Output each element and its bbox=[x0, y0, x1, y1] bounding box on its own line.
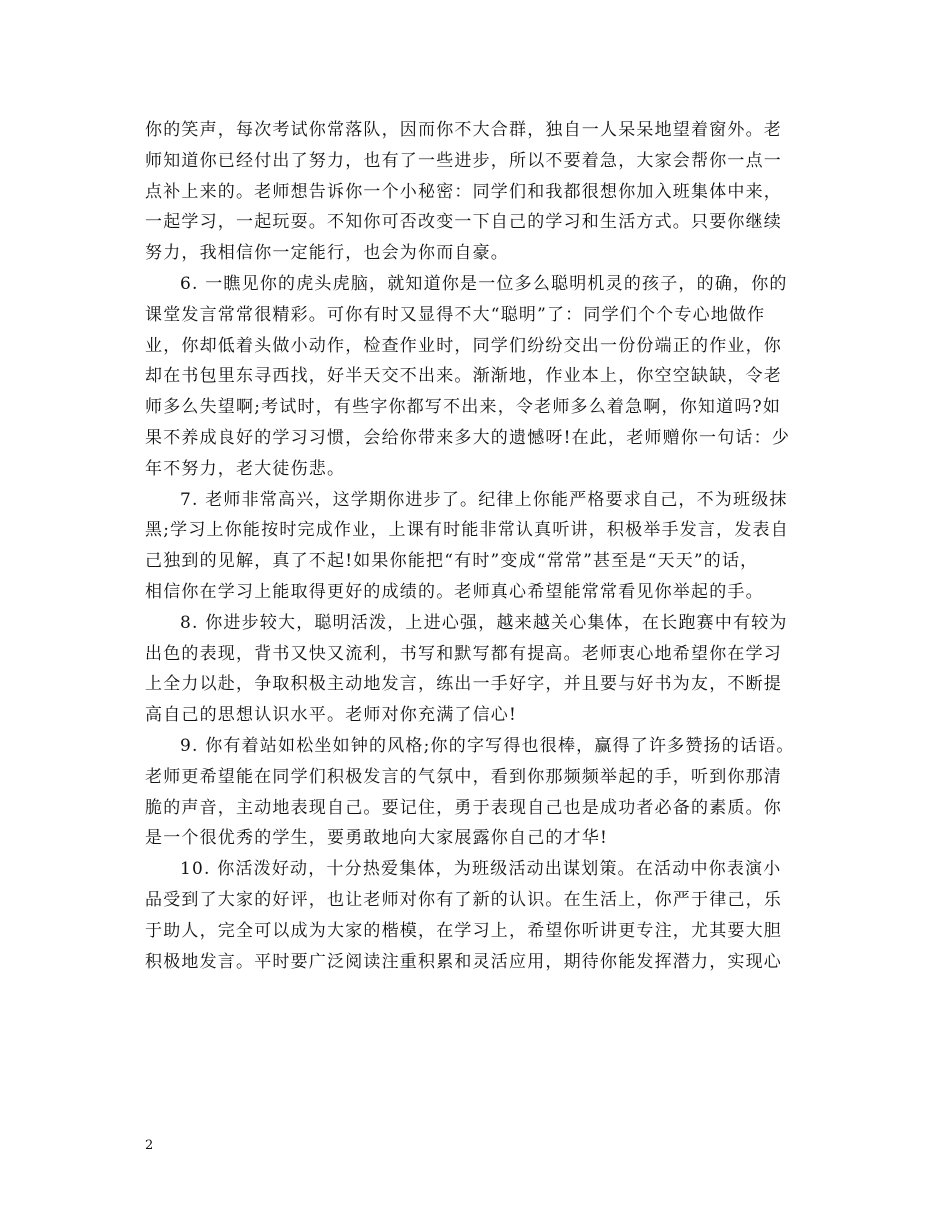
text-line: 10. 你活泼好动，十分热爱集体，为班级活动出谋划策。在活动中你表演小 bbox=[180, 859, 782, 880]
text-line: 却在书包里东寻西找，好半天交不出来。渐渐地，作业本上，你空空缺缺，令老 bbox=[145, 366, 782, 387]
text-line: 出色的表现，背书又快又流利，书写和默写都有提高。老师衷心地希望你在学习 bbox=[145, 643, 782, 664]
text-line: 努力，我相信你一定能行，也会为你而自豪。 bbox=[145, 243, 509, 264]
text-line: 积极地发言。平时要广泛阅读注重积累和灵活应用，期待你能发挥潜力，实现心 bbox=[145, 951, 782, 972]
text-line: 果不养成良好的学习习惯，会给你带来多大的遗憾呀!在此，老师赠你一句话：少 bbox=[145, 427, 791, 448]
text-line: 6. 一瞧见你的虎头虎脑，就知道你是一位多么聪明机灵的孩子，的确，你的 bbox=[180, 273, 788, 294]
text-line: 9. 你有着站如松坐如钟的风格;你的字写得也很棒，赢得了许多赞扬的话语。 bbox=[180, 735, 795, 756]
text-line: 脆的声音，主动地表现自己。要记住，勇于表现自己也是成功者必备的素质。你 bbox=[145, 797, 782, 818]
text-line: 老师更希望能在同学们积极发言的气氛中，看到你那频频举起的手，听到你那清 bbox=[145, 766, 782, 787]
text-line: 点补上来的。老师想告诉你一个小秘密：同学们和我都很想你加入班集体中来， bbox=[145, 181, 782, 202]
text-line: 是一个很优秀的学生，要勇敢地向大家展露你自己的才华! bbox=[145, 828, 609, 849]
text-line: 你的笑声，每次考试你常落队，因而你不大合群，独自一人呆呆地望着窗外。老 bbox=[145, 120, 782, 140]
text-line: 品受到了大家的好评，也让老师对你有了新的认识。在生活上，你严于律己，乐 bbox=[145, 889, 782, 910]
text-line: 8. 你进步较大，聪明活泼，上进心强，越来越关心集体，在长跑赛中有较为 bbox=[180, 612, 788, 633]
document-body bbox=[145, 115, 807, 977]
text-line: 上全力以赴，争取积极主动地发言，练出一手好字，并且要与好书为友，不断提 bbox=[145, 674, 782, 695]
text-line: 高自己的思想认识水平。老师对你充满了信心! bbox=[145, 705, 518, 726]
text-line: 一起学习，一起玩耍。不知你可否改变一下自己的学习和生活方式。只要你继续 bbox=[145, 212, 782, 233]
text-line: 师知道你已经付出了努力，也有了一些进步，所以不要着急，大家会帮你一点一 bbox=[145, 150, 782, 171]
text-line: 业，你却低着头做小动作，检查作业时，同学们纷纷交出一份份端正的作业，你 bbox=[145, 335, 782, 356]
text-line: 7. 老师非常高兴，这学期你进步了。纪律上你能严格要求自己，不为班级抹 bbox=[180, 489, 788, 510]
text-line: 课堂发言常常很精彩。可你有时又显得不大“聪明”了：同学们个个专心地做作 bbox=[145, 304, 766, 325]
text-line: 年不努力，老大徒伤悲。 bbox=[145, 458, 346, 479]
text-line: 师多么失望啊;考试时，有些字你都写不出来，令老师多么着急啊，你知道吗?如 bbox=[145, 397, 782, 418]
text-line: 相信你在学习上能取得更好的成绩的。老师真心希望能常常看见你举起的手。 bbox=[145, 581, 764, 602]
text-line: 黑;学习上你能按时完成作业，上课有时能非常认真听讲，积极举手发言，发表自 bbox=[145, 520, 789, 541]
text-line: 己独到的见解，真了不起!如果你能把“有时”变成“常常”甚至是“天天”的话， bbox=[145, 551, 759, 572]
page-number: 2 bbox=[145, 1138, 154, 1153]
text-line: 于助人，完全可以成为大家的楷模，在学习上，希望你听讲更专注，尤其要大胆 bbox=[145, 920, 782, 941]
